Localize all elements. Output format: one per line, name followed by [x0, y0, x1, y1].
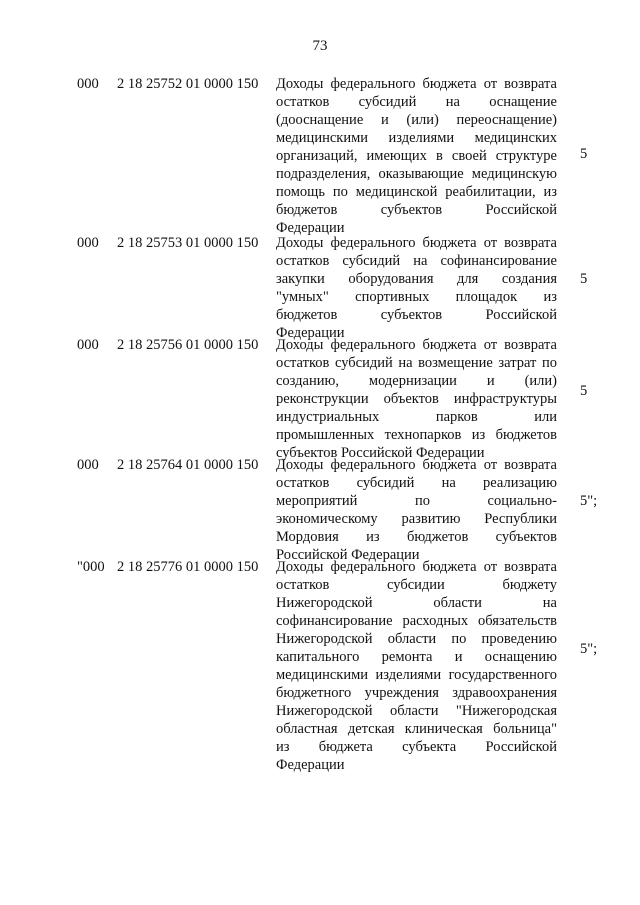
- description-line: организаций, имеющих в своей структуре: [276, 148, 557, 164]
- admin-code: 000: [77, 337, 99, 353]
- description-line: Доходы федерального бюджета от возврата: [276, 76, 557, 92]
- description-line: областная детская клиническая больница": [276, 721, 557, 737]
- revenue-description: [276, 336, 557, 462]
- description-line: медицинскими изделиями медицинских: [276, 130, 557, 146]
- description-line: остатков субсидий на возмещение затрат по: [276, 355, 557, 371]
- admin-code: 000: [77, 235, 99, 251]
- table-row: [0, 336, 640, 462]
- description-line: из бюджета субъекта Российской: [276, 739, 557, 755]
- description-line: созданию, модернизации и (или): [276, 373, 557, 389]
- budget-classification-code: 2 18 25752 01 0000 150: [117, 76, 259, 92]
- description-line: остатков субсидий на оснащение: [276, 94, 557, 110]
- description-line: Федерации: [276, 757, 345, 773]
- description-line: реконструкции объектов инфраструктуры: [276, 391, 557, 407]
- description-line: Российской Федерации: [276, 547, 420, 563]
- description-line: закупки оборудования для создания: [276, 271, 557, 287]
- description-line: Федерации: [276, 220, 345, 236]
- description-line: бюджетов субъектов Российской: [276, 307, 557, 323]
- description-line: остатков субсидий на софинансирование: [276, 253, 557, 269]
- normative-percent: 5: [580, 383, 588, 399]
- description-line: остатков субсидий на реализацию: [276, 475, 557, 491]
- budget-classification-code: 2 18 25764 01 0000 150: [117, 457, 259, 473]
- description-line: Доходы федерального бюджета от возврата: [276, 559, 557, 575]
- description-line: помощь по медицинской реабилитации, из: [276, 184, 557, 200]
- normative-percent: 5: [580, 271, 588, 287]
- description-line: бюджетного учреждения здравоохранения: [276, 685, 557, 701]
- page-number: 73: [312, 38, 328, 54]
- description-line: Мордовия из бюджетов субъектов: [276, 529, 557, 545]
- admin-code: 000: [77, 76, 99, 92]
- budget-classification-code: 2 18 25756 01 0000 150: [117, 337, 259, 353]
- table-row: [0, 75, 640, 237]
- revenue-description: [276, 75, 557, 237]
- description-line: Доходы федерального бюджета от возврата: [276, 235, 557, 251]
- budget-classification-code: 2 18 25776 01 0000 150: [117, 559, 259, 575]
- normative-percent: 5: [580, 146, 588, 162]
- budget-classification-code: 2 18 25753 01 0000 150: [117, 235, 259, 251]
- description-line: остатков субсидии бюджету: [276, 577, 557, 593]
- description-line: Доходы федерального бюджета от возврата: [276, 457, 557, 473]
- description-line: мероприятий по социально-: [276, 493, 557, 509]
- revenue-description: [276, 558, 557, 774]
- description-line: (дооснащение и (или) переоснащение): [276, 112, 557, 128]
- table-row: [0, 234, 640, 342]
- description-line: Нижегородской области по проведению: [276, 631, 557, 647]
- description-line: Доходы федерального бюджета от возврата: [276, 337, 557, 353]
- description-line: капитального ремонта и оснащению: [276, 649, 557, 665]
- revenue-description: [276, 456, 557, 564]
- description-line: экономическому развитию Республики: [276, 511, 557, 527]
- description-line: бюджетов субъектов Российской: [276, 202, 557, 218]
- description-line: промышленных технопарков из бюджетов: [276, 427, 557, 443]
- description-line: Федерации: [276, 325, 345, 341]
- description-line: софинансирование расходных обязательств: [276, 613, 557, 629]
- description-line: субъектов Российской Федерации: [276, 445, 485, 461]
- normative-percent: 5";: [580, 493, 598, 509]
- description-line: "умных" спортивных площадок из: [276, 289, 557, 305]
- description-line: Нижегородской области на: [276, 595, 557, 611]
- description-line: индустриальных парков или: [276, 409, 557, 425]
- description-line: подразделения, оказывающие медицинскую: [276, 166, 557, 182]
- revenue-description: [276, 234, 557, 342]
- normative-percent: 5";: [580, 641, 598, 657]
- admin-code: "000: [77, 559, 105, 575]
- table-row: [0, 558, 640, 774]
- table-row: [0, 456, 640, 564]
- description-line: медицинскими изделиями государственного: [276, 667, 557, 683]
- admin-code: 000: [77, 457, 99, 473]
- description-line: Нижегородской области "Нижегородская: [276, 703, 557, 719]
